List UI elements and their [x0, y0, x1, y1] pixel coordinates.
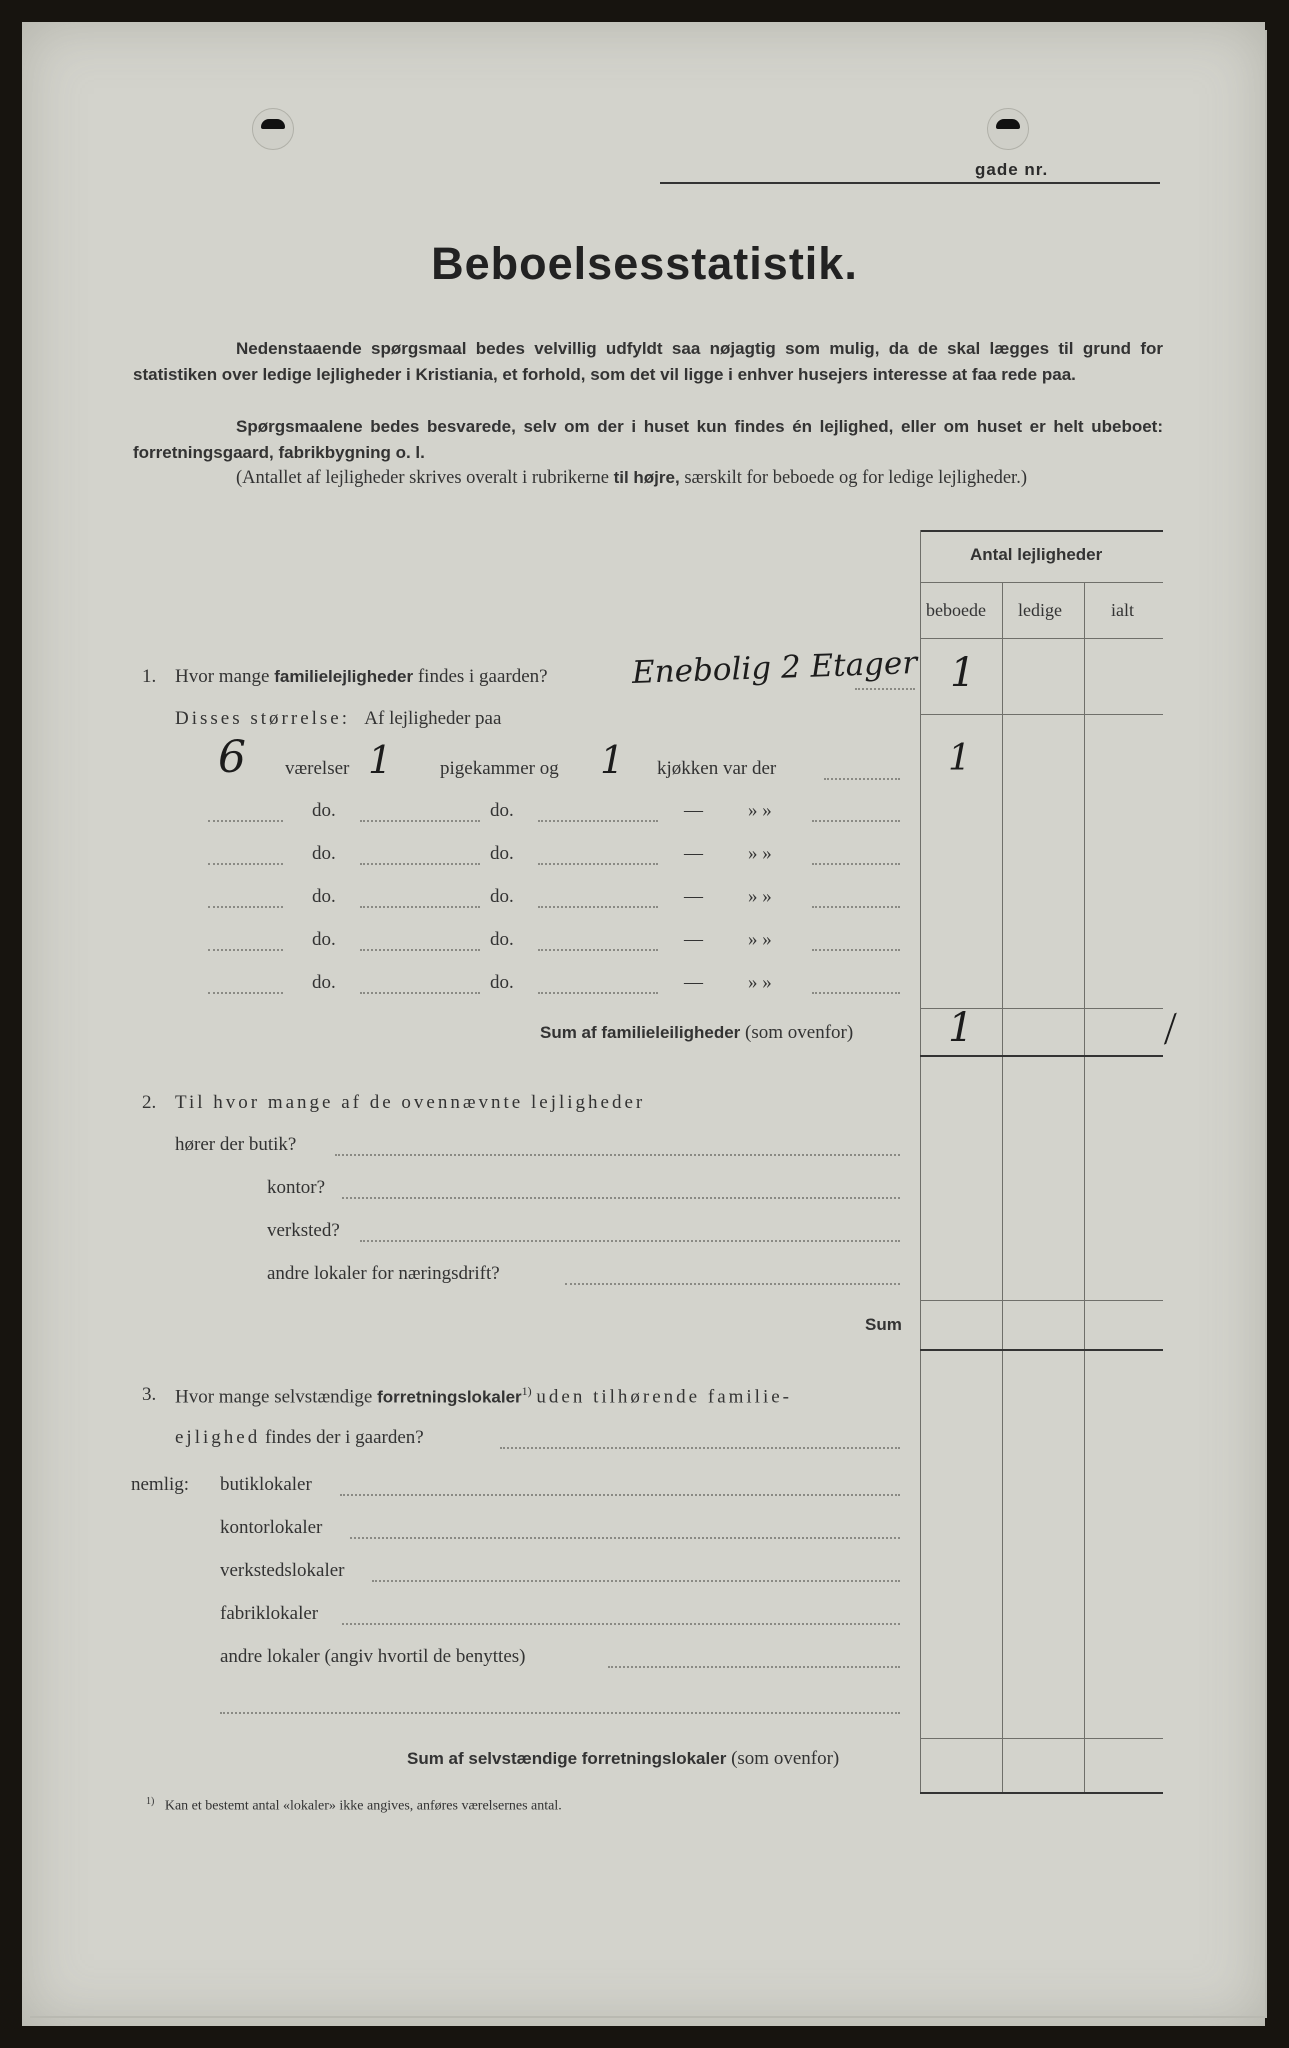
- size-row4-do-2: do.: [490, 886, 514, 907]
- q2-andre-label: andre lokaler for næringsdrift?: [267, 1263, 500, 1284]
- size-row3-do-1: do.: [312, 843, 336, 864]
- table-rule-q1: [920, 714, 1163, 715]
- size-row1-kjokken-value: 1: [600, 738, 625, 782]
- q2-verksted-label: verksted?: [267, 1220, 340, 1241]
- q3-question-dots: [500, 1447, 900, 1449]
- street-number-line: [660, 182, 1160, 184]
- table-group-header: Antal lejligheder: [970, 545, 1103, 564]
- form-title: Beboelsesstatistik.: [431, 238, 858, 289]
- q2-number: 2.: [142, 1092, 157, 1113]
- size-row6-dots-d: [812, 992, 900, 994]
- table-left-border: [920, 530, 921, 1794]
- size-row4-dots-b: [360, 906, 480, 908]
- clip-mark-right: [996, 119, 1020, 129]
- q1-sum-beboede-value: 1: [948, 1005, 974, 1051]
- q2-sum-label: Sum: [865, 1315, 902, 1334]
- q1-number: 1.: [142, 666, 157, 687]
- q3-verksted-dots: [372, 1580, 900, 1582]
- q2-question: Til hvor mange af de ovennævnte lejligheder: [175, 1092, 646, 1113]
- size-row1-vaerelser: værelser: [285, 758, 350, 779]
- q1-sum-bold: Sum af familieleiligheder: [540, 1023, 741, 1042]
- check-mark: ⁄: [1161, 1010, 1181, 1050]
- q1-question: [175, 666, 548, 688]
- q1-leader-dots: [855, 688, 915, 690]
- table-head-rule: [920, 638, 1163, 639]
- col-beboede-header: beboede: [926, 600, 986, 620]
- size-row2-dash: —: [684, 800, 703, 821]
- size-row4-dots-a: [208, 906, 283, 908]
- size-row1-pige-value: 1: [368, 738, 393, 782]
- table-top-rule: [920, 530, 1163, 532]
- q3-sum-bold: Sum af selvstændige forretningslokaler: [407, 1749, 727, 1768]
- q2-kontor-label: kontor?: [267, 1177, 326, 1198]
- punch-hole-left: [252, 108, 294, 150]
- q3-text-b: uden tilhørende familie-: [536, 1386, 793, 1408]
- size-row5-do-2: do.: [490, 929, 514, 950]
- q3-text-c: ejlighed: [175, 1427, 261, 1448]
- q3-butik-dots: [340, 1494, 900, 1496]
- table-divider-2: [1084, 582, 1085, 1794]
- intro-p2-text: Spørgsmaalene bedes besvarede, selv om der i huset kun findes én lejlighed, eller om huset er helt ubeboet: forretningsgaard, fabrikbygning o. l.: [133, 417, 1163, 462]
- q3-verksted-label: verkstedslokaler: [220, 1560, 345, 1581]
- q2-butik-label: hører der butik?: [175, 1134, 297, 1155]
- intro-paragraph-1: [133, 336, 1163, 388]
- q1-sizes-line: [175, 708, 501, 730]
- col-ledige-header: ledige: [1018, 600, 1062, 620]
- q3-text-bold: forretningslokaler: [377, 1387, 522, 1407]
- q1-text-a: Hvor mange: [175, 666, 270, 687]
- intro-p3-bold: til højre,: [613, 468, 680, 487]
- size-row3-dots-d: [812, 863, 900, 865]
- size-row4-dots-c: [538, 906, 658, 908]
- size-row2-dots-b: [360, 820, 480, 822]
- q3-question: [175, 1384, 792, 1408]
- q2-kontor-dots: [342, 1197, 900, 1199]
- size-row6-quote: » »: [748, 972, 772, 993]
- table-rule-sum3: [920, 1792, 1163, 1794]
- q2-andre-dots: [565, 1283, 900, 1285]
- q3-text-d: findes der i gaarden?: [264, 1427, 424, 1448]
- size-row1-dots: [824, 778, 900, 780]
- size-row3-do-2: do.: [490, 843, 514, 864]
- table-rule-sum1: [920, 1055, 1163, 1057]
- table-rule-q2: [920, 1300, 1163, 1301]
- q3-nemlig-label: nemlig:: [131, 1474, 190, 1495]
- table-rule-sum2: [920, 1349, 1163, 1351]
- q3-footnote-ref: 1): [521, 1384, 532, 1398]
- size-row2-do-1: do.: [312, 800, 336, 821]
- size-row3-dash: —: [684, 843, 703, 864]
- q3-sum-tail: (som ovenfor): [731, 1748, 840, 1769]
- q3-blank-line: [220, 1712, 900, 1714]
- size-row2-dots-d: [812, 820, 900, 822]
- q1-text-bold: familielejligheder: [274, 667, 414, 686]
- q3-andre-label: andre lokaler (angiv hvortil de benyttes): [220, 1646, 526, 1667]
- size-row6-dash: —: [684, 972, 703, 993]
- q3-sum-line: [407, 1748, 839, 1770]
- size-row1-pige-label: pigekammer og: [440, 758, 559, 779]
- size-row6-do-1: do.: [312, 972, 336, 993]
- q1-beboede-value: 1: [950, 650, 976, 696]
- size-row6-dots-b: [360, 992, 480, 994]
- size-row5-dots-b: [360, 949, 480, 951]
- col-ialt-header: ialt: [1111, 600, 1134, 620]
- q3-fabrik-label: fabriklokaler: [220, 1603, 319, 1624]
- size-row2-quote: » »: [748, 800, 772, 821]
- intro-p3-a: (Antallet af lejligheder skrives overalt i rubrikerne: [236, 468, 609, 488]
- size-row3-dots-c: [538, 863, 658, 865]
- footnote-text: Kan et bestemt antal «lokaler» ikke angives, anføres værelsernes antal.: [164, 1798, 562, 1814]
- q1-sizes-sub: Af lejligheder paa: [364, 708, 502, 729]
- q2-butik-dots: [335, 1154, 900, 1156]
- table-divider-1: [1002, 582, 1003, 1794]
- size-row5-dots-d: [812, 949, 900, 951]
- table-rule-q3: [920, 1738, 1163, 1739]
- q3-question-cont: [175, 1427, 424, 1449]
- size-row5-dots-c: [538, 949, 658, 951]
- q3-text-a: Hvor mange selvstændige: [175, 1386, 373, 1408]
- size-row6-dots-a: [208, 992, 283, 994]
- size-row3-quote: » »: [748, 843, 772, 864]
- size-row4-do-1: do.: [312, 886, 336, 907]
- size-row4-dash: —: [684, 886, 703, 907]
- clip-mark-left: [261, 119, 285, 129]
- q3-kontor-dots: [350, 1537, 900, 1539]
- size-row5-dash: —: [684, 929, 703, 950]
- q1-sizes-label: Disses størrelse:: [175, 708, 351, 729]
- table-group-rule: [920, 582, 1163, 583]
- size-row4-dots-d: [812, 906, 900, 908]
- q3-kontor-label: kontorlokaler: [220, 1517, 323, 1538]
- size-row1-rooms: 6: [218, 732, 246, 783]
- size-row5-quote: » »: [748, 929, 772, 950]
- size-row6-dots-c: [538, 992, 658, 994]
- intro-paragraph-2: [133, 414, 1163, 466]
- size-row4-quote: » »: [748, 886, 772, 907]
- q3-andre-dots: [608, 1666, 900, 1668]
- intro-paragraph-3: [133, 465, 1163, 491]
- q1-answer-handwritten: Enebolig 2 Etager: [631, 645, 918, 691]
- q3-number: 3.: [142, 1384, 157, 1405]
- q2-verksted-dots: [360, 1240, 900, 1242]
- size-row3-dots-a: [208, 863, 283, 865]
- footnote: [146, 1796, 562, 1815]
- size-row1-kjokken-label: kjøkken var der: [657, 758, 777, 779]
- intro-p1-text: Nedenstaaende spørgsmaal bedes velvillig udfyldt saa nøjagtig som mulig, da de skal lægges til grund for statistiken over ledige lejligheder i Kristiania, et forhold, som det vil ligge i enhver husejers interesse at faa rede paa.: [133, 339, 1163, 384]
- size-row6-do-2: do.: [490, 972, 514, 993]
- size-row2-dots-c: [538, 820, 658, 822]
- intro-p3-b: særskilt for beboede og for ledige lejligheder.): [684, 468, 1027, 488]
- size-row2-dots-a: [208, 820, 283, 822]
- size-row3-dots-b: [360, 863, 480, 865]
- q1-sum-tail: (som ovenfor): [745, 1022, 854, 1043]
- q1-sum-line: [540, 1022, 853, 1044]
- q3-butik-label: butiklokaler: [220, 1474, 312, 1495]
- size-row5-do-1: do.: [312, 929, 336, 950]
- size-row2-do-2: do.: [490, 800, 514, 821]
- punch-hole-right: [987, 108, 1029, 150]
- q1-text-b: findes i gaarden?: [417, 666, 548, 687]
- footnote-mark: 1): [146, 1796, 155, 1807]
- size-row1-beboede-value: 1: [948, 738, 971, 779]
- q3-fabrik-dots: [342, 1623, 900, 1625]
- size-row5-dots-a: [208, 949, 283, 951]
- gade-nr-label: gade nr.: [975, 160, 1049, 179]
